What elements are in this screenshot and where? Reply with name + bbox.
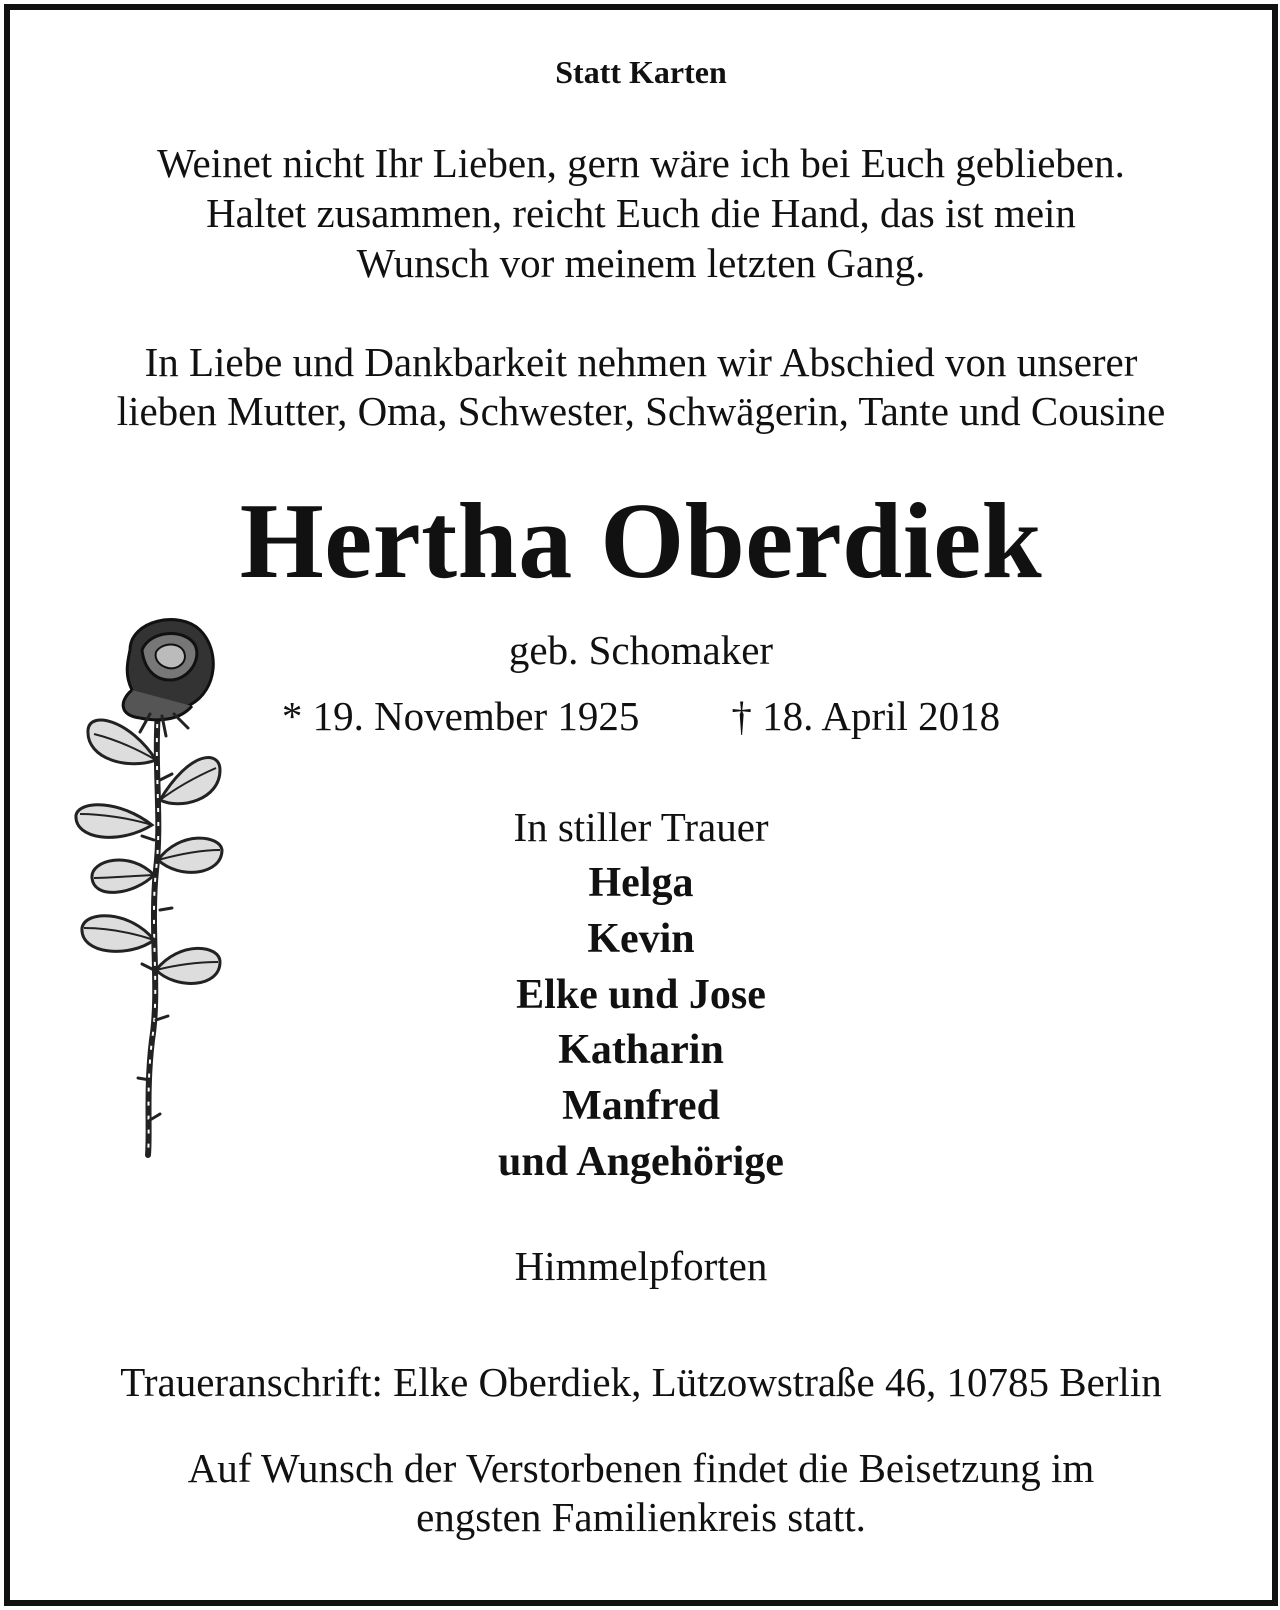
- mourning-intro: In stiller Trauer: [513, 804, 769, 850]
- mourner-name: Katharin: [558, 1027, 724, 1073]
- obituary-notice: [4, 4, 1278, 1606]
- deceased-name: Hertha Oberdiek: [239, 482, 1043, 601]
- mourner-name: Elke und Jose: [516, 972, 766, 1018]
- mourning-address: Traueranschrift: Elke Oberdiek, Lützowstraße 46, 10785 Berlin: [120, 1359, 1162, 1405]
- birth-date: * 19. November 1925: [281, 693, 640, 739]
- death-date: † 18. April 2018: [731, 693, 1001, 739]
- mourner-name: Kevin: [587, 916, 695, 962]
- mourner-name: Manfred: [562, 1083, 720, 1129]
- funeral-note-line-1: Auf Wunsch der Verstorbenen findet die Beisetzung im: [187, 1445, 1095, 1491]
- verse-line-1: Weinet nicht Ihr Lieben, gern wäre ich bei Euch geblieben.: [157, 140, 1125, 186]
- notice-header: Statt Karten: [555, 54, 727, 90]
- verse-line-2: Haltet zusammen, reicht Euch die Hand, das ist mein: [206, 190, 1076, 236]
- rose-icon: [70, 610, 230, 1170]
- intro-line-2: lieben Mutter, Oma, Schwester, Schwägerin, Tante und Cousine: [116, 388, 1166, 434]
- mourner-name: und Angehörige: [498, 1139, 784, 1185]
- intro-line-1: In Liebe und Dankbarkeit nehmen wir Abschied von unserer: [144, 339, 1138, 385]
- maiden-name: geb. Schomaker: [508, 627, 774, 673]
- funeral-note-line-2: engsten Familienkreis statt.: [416, 1494, 866, 1540]
- verse-line-3: Wunsch vor meinem letzten Gang.: [356, 240, 926, 286]
- place-name: Himmelpforten: [514, 1243, 768, 1289]
- mourner-name: Helga: [588, 860, 694, 906]
